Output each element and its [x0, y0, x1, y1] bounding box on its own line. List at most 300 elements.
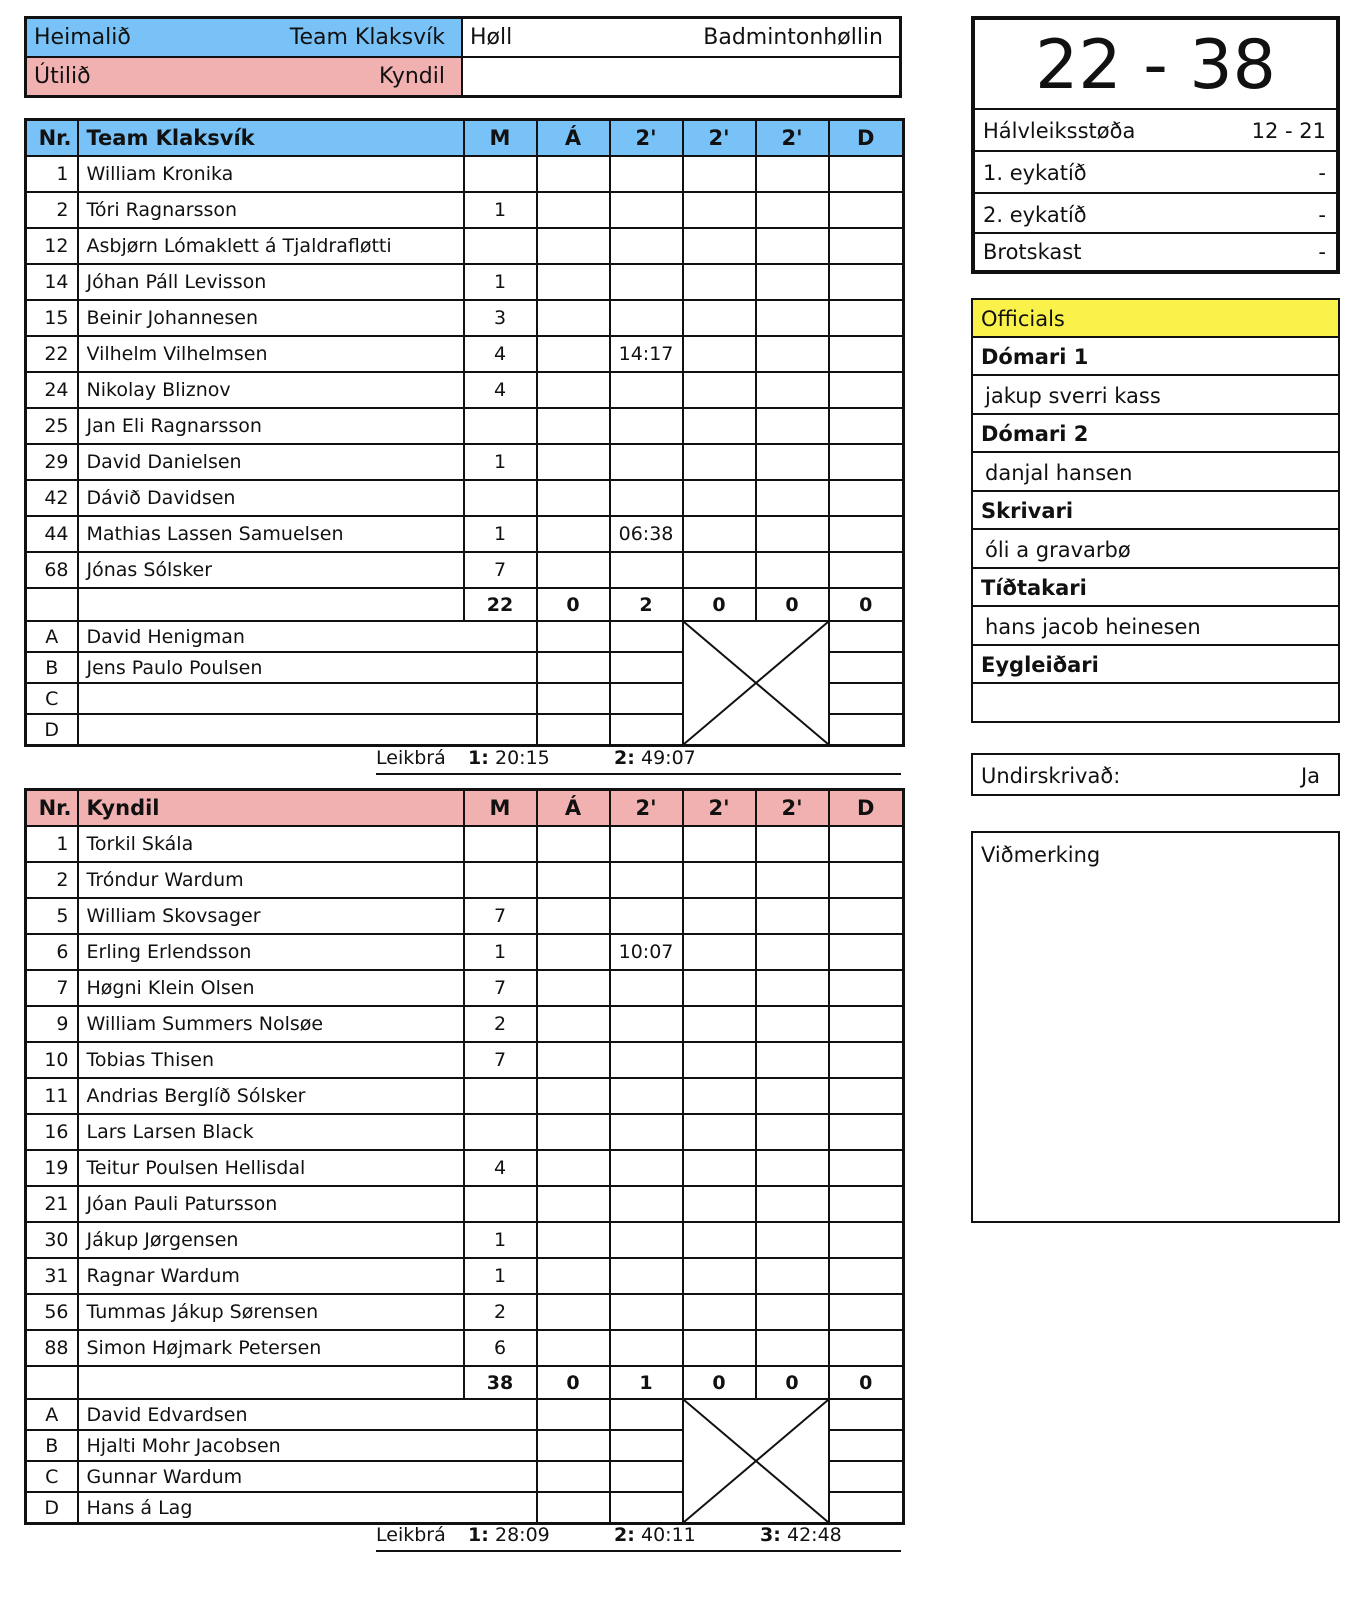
- col-suspension-3: 2': [756, 790, 829, 827]
- player-suspension-1: 06:38: [610, 516, 683, 552]
- official-name: Jens Paulo Poulsen: [78, 652, 537, 683]
- overtime-1-label: 1. eykatíð: [983, 161, 1087, 185]
- player-warning: [537, 1042, 610, 1078]
- player-warning: [537, 898, 610, 934]
- player-goals: 7: [464, 970, 537, 1006]
- player-warning: [537, 372, 610, 408]
- player-suspension-1: [610, 372, 683, 408]
- total-suspensions-2: 0: [683, 588, 756, 621]
- player-number: 22: [26, 336, 78, 372]
- overtime-2-label: 2. eykatíð: [983, 203, 1087, 227]
- halftime-row: [975, 108, 1336, 152]
- scorekeeper-role: Skrivari: [973, 492, 1338, 530]
- player-suspension-3: [756, 192, 829, 228]
- player-number: 6: [26, 934, 78, 970]
- player-name: William Summers Nolsøe: [78, 1006, 464, 1042]
- player-suspension-3: [756, 228, 829, 264]
- player-number: 24: [26, 372, 78, 408]
- player-number: 14: [26, 264, 78, 300]
- player-goals: 4: [464, 372, 537, 408]
- player-goals: [464, 156, 537, 192]
- player-disqualification: [829, 862, 904, 898]
- player-goals: 1: [464, 1258, 537, 1294]
- player-row: [26, 444, 904, 480]
- player-name: William Kronika: [78, 156, 464, 192]
- player-suspension-3: [756, 1006, 829, 1042]
- player-warning: [537, 1222, 610, 1258]
- player-suspension-1: [610, 862, 683, 898]
- player-number: 44: [26, 516, 78, 552]
- player-number: 68: [26, 552, 78, 588]
- player-goals: 1: [464, 264, 537, 300]
- player-suspension-1: [610, 1186, 683, 1222]
- player-warning: [537, 264, 610, 300]
- player-row: [26, 1258, 904, 1294]
- player-row: [26, 552, 904, 588]
- total-goals: 38: [464, 1366, 537, 1399]
- player-suspension-1: [610, 1006, 683, 1042]
- official-disqualification: [829, 621, 904, 652]
- halftime-score: 12 - 21: [1251, 119, 1326, 143]
- official-disqualification: [829, 714, 904, 746]
- player-suspension-2: [683, 1330, 756, 1366]
- player-disqualification: [829, 1114, 904, 1150]
- player-suspension-3: [756, 1150, 829, 1186]
- official-warning: [537, 1399, 610, 1430]
- player-suspension-2: [683, 156, 756, 192]
- timeout-2-label: 2:: [614, 747, 635, 769]
- referee-1-name: jakup sverri kass: [973, 377, 1338, 415]
- official-disqualification: [829, 1430, 904, 1461]
- player-suspension-3: [756, 1114, 829, 1150]
- official-warning: [537, 714, 610, 746]
- player-disqualification: [829, 934, 904, 970]
- official-warning: [537, 621, 610, 652]
- official-letter: C: [26, 1461, 78, 1492]
- timeout-3-time: 42:48: [787, 1524, 842, 1546]
- player-suspension-3: [756, 970, 829, 1006]
- remarks-box: [971, 831, 1340, 1223]
- remarks-label: Viðmerking: [981, 843, 1101, 867]
- player-goals: [464, 826, 537, 862]
- player-suspension-1: [610, 264, 683, 300]
- player-name: Andrias Berglíð Sólsker: [78, 1078, 464, 1114]
- player-row: [26, 970, 904, 1006]
- official-letter: C: [26, 683, 78, 714]
- player-goals: 1: [464, 1222, 537, 1258]
- away-team-cell: [27, 58, 463, 95]
- player-suspension-2: [683, 1222, 756, 1258]
- home-team-header: Team Klaksvík: [78, 120, 464, 157]
- player-disqualification: [829, 1042, 904, 1078]
- totals-row: [26, 588, 904, 621]
- player-row: [26, 1186, 904, 1222]
- official-suspension: [610, 621, 683, 652]
- player-warning: [537, 826, 610, 862]
- player-suspension-3: [756, 1222, 829, 1258]
- player-goals: [464, 408, 537, 444]
- player-row: [26, 1150, 904, 1186]
- official-letter: D: [26, 714, 78, 746]
- official-name: David Henigman: [78, 621, 537, 652]
- player-suspension-2: [683, 970, 756, 1006]
- player-name: Jan Eli Ragnarsson: [78, 408, 464, 444]
- player-suspension-2: [683, 934, 756, 970]
- player-goals: 4: [464, 336, 537, 372]
- official-disqualification: [829, 683, 904, 714]
- player-goals: 1: [464, 516, 537, 552]
- player-disqualification: [829, 156, 904, 192]
- timeouts-label: Leikbrá: [376, 747, 446, 769]
- player-row: [26, 862, 904, 898]
- player-disqualification: [829, 552, 904, 588]
- referee-2-role: Dómari 2: [973, 415, 1338, 453]
- player-number: 10: [26, 1042, 78, 1078]
- player-goals: 7: [464, 1042, 537, 1078]
- home-team-cell: [27, 19, 463, 56]
- player-suspension-2: [683, 480, 756, 516]
- player-suspension-2: [683, 1294, 756, 1330]
- player-suspension-3: [756, 336, 829, 372]
- player-disqualification: [829, 1006, 904, 1042]
- player-suspension-1: [610, 1042, 683, 1078]
- official-suspension: [610, 1461, 683, 1492]
- player-row: [26, 826, 904, 862]
- player-goals: 7: [464, 898, 537, 934]
- observer-role: Eygleiðari: [973, 646, 1338, 684]
- player-goals: 1: [464, 444, 537, 480]
- col-suspension-3: 2': [756, 120, 829, 157]
- officials-panel: [971, 298, 1340, 723]
- player-suspension-3: [756, 1294, 829, 1330]
- player-disqualification: [829, 1294, 904, 1330]
- official-warning: [537, 1430, 610, 1461]
- player-name: Dávið Davidsen: [78, 480, 464, 516]
- timekeeper-role: Tíðtakari: [973, 569, 1338, 607]
- totals-blank: [26, 588, 78, 621]
- official-name: [78, 714, 537, 746]
- player-suspension-1: [610, 1222, 683, 1258]
- col-goals: M: [464, 790, 537, 827]
- player-suspension-1: 14:17: [610, 336, 683, 372]
- col-nr: Nr.: [26, 120, 78, 157]
- penalties-row: [975, 232, 1336, 272]
- player-name: Torkil Skála: [78, 826, 464, 862]
- team-official-row: [26, 1399, 904, 1430]
- player-disqualification: [829, 1078, 904, 1114]
- player-number: 88: [26, 1330, 78, 1366]
- player-disqualification: [829, 1222, 904, 1258]
- player-suspension-1: [610, 826, 683, 862]
- player-warning: [537, 228, 610, 264]
- scorekeeper-name: óli a gravarbø: [973, 531, 1338, 569]
- player-suspension-1: [610, 300, 683, 336]
- player-disqualification: [829, 228, 904, 264]
- venue-name: Badmintonhøllin: [703, 25, 883, 50]
- player-number: 9: [26, 1006, 78, 1042]
- player-disqualification: [829, 408, 904, 444]
- player-name: Teitur Poulsen Hellisdal: [78, 1150, 464, 1186]
- player-goals: [464, 1186, 537, 1222]
- player-suspension-1: [610, 228, 683, 264]
- player-row: [26, 264, 904, 300]
- player-suspension-1: [610, 552, 683, 588]
- player-row: [26, 1042, 904, 1078]
- total-suspensions-3: 0: [756, 588, 829, 621]
- observer-name: [973, 685, 1338, 723]
- official-letter: A: [26, 621, 78, 652]
- player-suspension-3: [756, 372, 829, 408]
- player-row: [26, 300, 904, 336]
- timeout-1-time: 28:09: [495, 1524, 550, 1546]
- home-label: Heimalið: [34, 25, 131, 50]
- player-suspension-2: [683, 1078, 756, 1114]
- player-suspension-2: [683, 300, 756, 336]
- player-warning: [537, 1258, 610, 1294]
- player-warning: [537, 1330, 610, 1366]
- team-official-row: [26, 621, 904, 652]
- player-suspension-3: [756, 934, 829, 970]
- player-suspension-1: [610, 1258, 683, 1294]
- player-warning: [537, 516, 610, 552]
- player-disqualification: [829, 1186, 904, 1222]
- player-suspension-3: [756, 552, 829, 588]
- player-suspension-2: [683, 192, 756, 228]
- player-row: [26, 1114, 904, 1150]
- player-row: [26, 898, 904, 934]
- player-row: [26, 934, 904, 970]
- officials-title: Officials: [981, 307, 1065, 331]
- total-disqualifications: 0: [829, 588, 904, 621]
- player-number: 5: [26, 898, 78, 934]
- player-suspension-3: [756, 1330, 829, 1366]
- venue-label: Høll: [470, 25, 513, 50]
- player-warning: [537, 862, 610, 898]
- overtime-1-row: [975, 150, 1336, 194]
- player-goals: 1: [464, 192, 537, 228]
- away-team-header: Kyndil: [78, 790, 464, 827]
- col-disqualification: D: [829, 790, 904, 827]
- player-warning: [537, 192, 610, 228]
- player-suspension-3: [756, 862, 829, 898]
- player-name: Mathias Lassen Samuelsen: [78, 516, 464, 552]
- overtime-2-row: [975, 192, 1336, 236]
- player-number: 11: [26, 1078, 78, 1114]
- official-letter: A: [26, 1399, 78, 1430]
- away-roster-table: [24, 788, 905, 1525]
- referee-2-name: danjal hansen: [973, 454, 1338, 492]
- player-disqualification: [829, 1330, 904, 1366]
- timeout-3-label: 3:: [760, 1524, 781, 1546]
- timeout-1-time: 20:15: [495, 747, 550, 769]
- player-name: Erling Erlendsson: [78, 934, 464, 970]
- player-number: 2: [26, 862, 78, 898]
- col-nr: Nr.: [26, 790, 78, 827]
- penalties-label: Brotskast: [983, 240, 1082, 264]
- player-suspension-2: [683, 1114, 756, 1150]
- player-suspension-2: [683, 1042, 756, 1078]
- player-goals: [464, 1114, 537, 1150]
- official-suspension: [610, 714, 683, 746]
- player-name: Tróndur Wardum: [78, 862, 464, 898]
- overtime-1-score: -: [1318, 161, 1326, 185]
- player-warning: [537, 1150, 610, 1186]
- timeout-2-label: 2:: [614, 1524, 635, 1546]
- total-suspensions-1: 2: [610, 588, 683, 621]
- player-suspension-1: [610, 408, 683, 444]
- official-warning: [537, 1492, 610, 1524]
- player-row: [26, 1330, 904, 1366]
- player-goals: [464, 480, 537, 516]
- player-goals: 2: [464, 1294, 537, 1330]
- player-disqualification: [829, 264, 904, 300]
- player-warning: [537, 1114, 610, 1150]
- player-warning: [537, 552, 610, 588]
- player-disqualification: [829, 970, 904, 1006]
- total-suspensions-2: 0: [683, 1366, 756, 1399]
- player-row: [26, 1222, 904, 1258]
- score-box: [971, 16, 1340, 274]
- player-number: 12: [26, 228, 78, 264]
- official-suspension: [610, 1399, 683, 1430]
- player-disqualification: [829, 300, 904, 336]
- player-disqualification: [829, 1258, 904, 1294]
- player-row: [26, 1078, 904, 1114]
- player-row: [26, 408, 904, 444]
- player-warning: [537, 1186, 610, 1222]
- col-suspension-2: 2': [683, 790, 756, 827]
- player-goals: 7: [464, 552, 537, 588]
- player-goals: [464, 862, 537, 898]
- away-team-name: Kyndil: [379, 64, 445, 89]
- player-goals: 4: [464, 1150, 537, 1186]
- player-name: William Skovsager: [78, 898, 464, 934]
- official-letter: B: [26, 652, 78, 683]
- player-goals: [464, 1078, 537, 1114]
- officials-header: [973, 300, 1338, 338]
- official-warning: [537, 683, 610, 714]
- player-row: [26, 156, 904, 192]
- player-suspension-3: [756, 480, 829, 516]
- player-suspension-1: [610, 1330, 683, 1366]
- signed-label: Undirskrivað:: [981, 764, 1121, 788]
- player-disqualification: [829, 480, 904, 516]
- player-suspension-3: [756, 1186, 829, 1222]
- timeout-2-time: 49:07: [641, 747, 696, 769]
- totals-blank: [26, 1366, 78, 1399]
- away-label: Útilið: [34, 64, 91, 89]
- player-goals: 6: [464, 1330, 537, 1366]
- col-suspension-1: 2': [610, 790, 683, 827]
- player-warning: [537, 408, 610, 444]
- penalties-score: -: [1318, 240, 1326, 264]
- referee-1-role: Dómari 1: [973, 338, 1338, 376]
- player-suspension-1: [610, 156, 683, 192]
- player-number: 1: [26, 156, 78, 192]
- player-suspension-2: [683, 1006, 756, 1042]
- away-timeouts: [376, 1524, 901, 1552]
- player-name: David Danielsen: [78, 444, 464, 480]
- home-team-name: Team Klaksvík: [289, 25, 445, 50]
- official-suspension: [610, 652, 683, 683]
- player-goals: 3: [464, 300, 537, 336]
- player-suspension-3: [756, 408, 829, 444]
- player-suspension-2: [683, 862, 756, 898]
- player-name: Beinir Johannesen: [78, 300, 464, 336]
- player-suspension-2: [683, 1186, 756, 1222]
- player-suspension-2: [683, 408, 756, 444]
- player-suspension-2: [683, 444, 756, 480]
- player-row: [26, 372, 904, 408]
- player-suspension-2: [683, 264, 756, 300]
- player-name: Høgni Klein Olsen: [78, 970, 464, 1006]
- col-goals: M: [464, 120, 537, 157]
- player-name: Jóhan Páll Levisson: [78, 264, 464, 300]
- player-disqualification: [829, 516, 904, 552]
- player-warning: [537, 300, 610, 336]
- player-suspension-2: [683, 516, 756, 552]
- cross-mark: [684, 1400, 828, 1522]
- player-suspension-1: [610, 898, 683, 934]
- totals-blank: [78, 588, 464, 621]
- player-number: 15: [26, 300, 78, 336]
- player-warning: [537, 970, 610, 1006]
- player-name: Tóri Ragnarsson: [78, 192, 464, 228]
- official-disqualification: [829, 1492, 904, 1524]
- player-number: 21: [26, 1186, 78, 1222]
- halftime-label: Hálvleiksstøða: [983, 119, 1136, 143]
- signed-box: [971, 753, 1340, 796]
- player-suspension-1: [610, 1114, 683, 1150]
- player-name: Vilhelm Vilhelmsen: [78, 336, 464, 372]
- player-suspension-3: [756, 1258, 829, 1294]
- player-disqualification: [829, 336, 904, 372]
- player-name: Asbjørn Lómaklett á Tjaldrafløtti: [78, 228, 464, 264]
- player-name: Ragnar Wardum: [78, 1258, 464, 1294]
- total-goals: 22: [464, 588, 537, 621]
- home-roster-table: [24, 118, 905, 747]
- player-number: 1: [26, 826, 78, 862]
- official-suspension: [610, 1430, 683, 1461]
- player-suspension-1: [610, 1150, 683, 1186]
- player-number: 42: [26, 480, 78, 516]
- player-suspension-2: [683, 826, 756, 862]
- player-row: [26, 516, 904, 552]
- official-disqualification: [829, 1461, 904, 1492]
- player-suspension-3: [756, 1078, 829, 1114]
- player-goals: 1: [464, 934, 537, 970]
- official-disqualification: [829, 1399, 904, 1430]
- player-suspension-3: [756, 1042, 829, 1078]
- player-suspension-1: [610, 444, 683, 480]
- timeout-2-time: 40:11: [641, 1524, 696, 1546]
- timeout-1-label: 1:: [468, 1524, 489, 1546]
- player-goals: 2: [464, 1006, 537, 1042]
- player-number: 2: [26, 192, 78, 228]
- total-suspensions-3: 0: [756, 1366, 829, 1399]
- player-row: [26, 228, 904, 264]
- timeouts-label: Leikbrá: [376, 1524, 446, 1546]
- player-name: Nikolay Bliznov: [78, 372, 464, 408]
- player-suspension-1: [610, 192, 683, 228]
- player-number: 30: [26, 1222, 78, 1258]
- col-suspension-2: 2': [683, 120, 756, 157]
- player-goals: [464, 228, 537, 264]
- player-number: 31: [26, 1258, 78, 1294]
- player-number: 16: [26, 1114, 78, 1150]
- total-suspensions-1: 1: [610, 1366, 683, 1399]
- official-suspension: [610, 683, 683, 714]
